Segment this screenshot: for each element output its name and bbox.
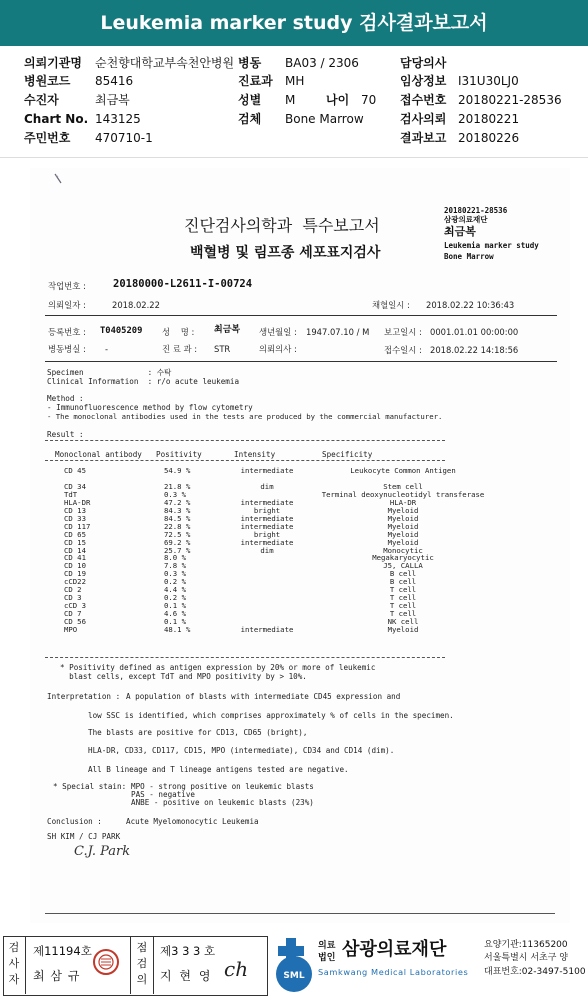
- cell-intensity: [226, 578, 308, 586]
- cell-specificity: Myeloid: [387, 537, 419, 547]
- dept-label: 진 료 과 :: [162, 344, 198, 354]
- cell-intensity: intermediate: [240, 521, 294, 531]
- footnote-line-1: * Positivity defined as antigen expression by 20% or more of leukemic: [60, 663, 376, 672]
- label-accession: 접수번호: [400, 93, 447, 107]
- ward-label: 병동병실 :: [48, 344, 86, 354]
- table-row: [64, 626, 498, 634]
- corner-test-name: Leukemia marker study: [444, 241, 539, 250]
- table-row: [64, 594, 498, 602]
- tester-label-char-2: 사: [8, 957, 20, 970]
- label-specimen: 검체: [238, 112, 262, 126]
- cell-positivity: 4.4 %: [164, 585, 186, 595]
- col-header-antibody: Monoclonal antibody: [55, 450, 142, 459]
- cell-positivity: 69.2 %: [164, 537, 191, 547]
- col-header-intensity: Intensity: [234, 450, 276, 459]
- org-address: 서울특별시 서초구 양: [484, 953, 568, 963]
- report-datetime: 0001.01.01 00:00:00: [430, 327, 519, 337]
- value-report-date: 20180226: [458, 131, 520, 145]
- cell-antibody: CD 10: [64, 561, 86, 571]
- tester-label-char-1: 검: [8, 941, 20, 954]
- cell-intensity: [226, 554, 308, 562]
- value-age: 70: [361, 93, 377, 107]
- value-institution: 순천향대학교부속천안병원: [95, 56, 235, 70]
- logo-prefix-1: 의료: [318, 941, 336, 951]
- result-rule-top: [45, 440, 445, 441]
- cell-specificity: Leukocyte Common Antigen: [350, 466, 456, 475]
- footnote-line-2: blast cells, except TdT and MPO positivity by > 10%.: [60, 672, 307, 681]
- result-rule-header: [45, 460, 445, 461]
- table-row: [64, 586, 498, 594]
- label-institution: 의뢰기관명: [24, 56, 82, 70]
- cell-antibody: HLA-DR: [64, 497, 91, 507]
- corner-accession: 20180221-28536: [444, 206, 508, 215]
- cell-positivity: 21.8 %: [164, 481, 191, 491]
- interpretation-line-3: The blasts are positive for CD13, CD65 (bright),: [88, 728, 308, 737]
- footer: [0, 934, 588, 1000]
- label-clinical-info: 임상정보: [400, 74, 447, 88]
- tester-name: 최 삼 규: [33, 969, 81, 983]
- cell-positivity: 84.5 %: [164, 513, 191, 523]
- label-ward: 병동: [238, 56, 262, 70]
- table-row: [64, 467, 498, 475]
- cell-intensity: [226, 610, 308, 618]
- col-header-specificity: Specificity: [322, 450, 373, 459]
- label-patient: 수진자: [24, 93, 59, 107]
- tester-label-char-3: 자: [8, 973, 20, 986]
- cell-positivity: 0.1 %: [164, 617, 186, 627]
- cell-antibody: CD 34: [64, 481, 86, 491]
- recv-datetime: 2018.02.22 14:18:56: [430, 345, 519, 355]
- cell-specificity: Megakaryocytic: [372, 553, 434, 563]
- cell-antibody: cCD 3: [64, 601, 86, 611]
- cell-positivity: 0.2 %: [164, 577, 186, 587]
- cell-specificity: B cell: [389, 577, 417, 587]
- checker-name: 지 현 영: [160, 969, 213, 983]
- ward-value: -: [105, 344, 109, 354]
- cell-antibody: CD 2: [64, 585, 82, 595]
- report-date-label: 보고일시 :: [384, 327, 422, 337]
- cell-positivity: 0.3 %: [164, 489, 186, 499]
- cell-intensity: bright: [253, 529, 281, 539]
- report-header-title: Leukemia marker study 검사결과보고서: [0, 0, 588, 46]
- table-row: [64, 475, 498, 483]
- sml-logo-icon: [270, 936, 318, 994]
- rule-2: [45, 361, 557, 362]
- signature: C.J. Park: [74, 844, 131, 859]
- cell-intensity: intermediate: [240, 513, 294, 523]
- label-doctor: 담당의사: [400, 56, 447, 70]
- cell-intensity: intermediate: [240, 466, 294, 475]
- marker-table: [64, 467, 498, 634]
- cell-antibody: CD 15: [64, 537, 86, 547]
- req-date: 2018.02.22: [112, 300, 160, 310]
- interpretation-line-2: low SSC is identified, which comprises approximately % of cells in the specimen.: [88, 711, 454, 720]
- label-department: 진료과: [238, 74, 273, 88]
- cell-specificity: Monocytic: [383, 545, 423, 555]
- table-row: [64, 554, 498, 562]
- logo-prefix-2: 법인: [318, 953, 336, 963]
- value-accession: 20180221-28536: [458, 93, 562, 107]
- cell-specificity: Myeloid: [387, 513, 419, 523]
- reg-label: 등록번호 :: [48, 327, 86, 337]
- cell-positivity: 84.3 %: [164, 505, 191, 515]
- name-label: 성 명 :: [162, 327, 195, 337]
- cell-positivity: 0.1 %: [164, 601, 186, 611]
- dob-label: 생년월일 :: [259, 327, 297, 337]
- dept-value: STR: [214, 344, 231, 354]
- cell-positivity: 25.7 %: [164, 545, 191, 555]
- clinical-info-line: Clinical Information : r/o acute leukemia: [47, 377, 240, 386]
- value-department: MH: [285, 74, 305, 88]
- cell-positivity: 54.9 %: [164, 466, 191, 475]
- cell-specificity: Terminal deoxynucleotidyl transferase: [321, 489, 485, 499]
- cell-antibody: CD 41: [64, 553, 86, 563]
- sml-logo-text: SML: [283, 971, 305, 981]
- cell-intensity: [226, 586, 308, 594]
- label-sex: 성별: [238, 93, 262, 107]
- result-rule-bottom: [45, 657, 445, 658]
- cell-intensity: [226, 570, 308, 578]
- cell-intensity: bright: [253, 505, 281, 515]
- req-date-label: 의뢰일자 :: [48, 300, 86, 310]
- checker-label-char-2: 검: [136, 957, 148, 970]
- cell-antibody: CD 3: [64, 593, 82, 603]
- cell-antibody: MPO: [64, 625, 78, 635]
- org-code: 요양기관:11365200: [484, 940, 568, 950]
- cell-specificity: Myeloid: [387, 521, 419, 531]
- cell-antibody: CD 56: [64, 617, 86, 627]
- result-heading: Result :: [47, 430, 84, 439]
- reg-no: T0405209: [100, 326, 143, 336]
- corner-patient-name: 최금복: [444, 225, 476, 238]
- cell-specificity: Stem cell: [383, 481, 423, 491]
- cell-antibody: CD 33: [64, 513, 86, 523]
- cell-specificity: Myeloid: [387, 529, 419, 539]
- cell-positivity: 8.0 %: [164, 553, 186, 563]
- cell-positivity: 48.1 %: [164, 625, 191, 635]
- checker-signature: ch: [224, 957, 249, 981]
- cell-specificity: HLA-DR: [389, 497, 417, 507]
- cell-intensity: [226, 602, 308, 610]
- cell-positivity: 7.8 %: [164, 561, 186, 571]
- recv-label: 접수일시 :: [384, 345, 422, 355]
- table-row: [64, 578, 498, 586]
- cell-antibody: CD 117: [64, 521, 91, 531]
- tester-license-no: 제11194호: [33, 944, 92, 958]
- table-row: [64, 499, 498, 507]
- label-resident-no: 주민번호: [24, 131, 71, 145]
- checker-label-cell: [130, 936, 154, 994]
- rule-1: [45, 315, 557, 316]
- collect-date-label: 채혈일시 :: [372, 300, 410, 310]
- label-chart-no: Chart No.: [24, 112, 89, 126]
- tester-seal-icon: [92, 948, 120, 976]
- cell-intensity: intermediate: [240, 625, 294, 635]
- value-specimen: Bone Marrow: [285, 112, 364, 126]
- cell-specificity: T cell: [389, 601, 417, 611]
- cell-antibody: TdT: [64, 489, 78, 499]
- work-no: 20180000-L2611-I-00724: [113, 278, 253, 290]
- cell-antibody: CD 13: [64, 505, 86, 515]
- conclusion-label: Conclusion :: [47, 817, 102, 826]
- value-clinical-info: I31U30LJ0: [458, 74, 519, 88]
- cell-specificity: NK cell: [387, 617, 419, 627]
- special-stain-line-3: ANBE - positive on leukemic blasts (23%): [131, 798, 314, 807]
- cell-specificity: Myeloid: [387, 505, 419, 515]
- cell-positivity: 22.8 %: [164, 521, 191, 531]
- cell-antibody: cCD22: [64, 577, 86, 587]
- cell-positivity: 72.5 %: [164, 529, 191, 539]
- report-title: 진단검사의학과 특수보고서: [184, 216, 380, 235]
- interpretation-line-1: A population of blasts with intermediate CD45 expression and: [126, 692, 401, 701]
- col-header-positivity: Positivity: [156, 450, 202, 459]
- dob: 1947.07.10 / M: [306, 327, 370, 337]
- special-stain-label: * Special stain:: [53, 782, 127, 791]
- interpretation-line-4: HLA-DR, CD33, CD117, CD15, MPO (intermediate), CD34 and CD14 (dim).: [88, 746, 395, 755]
- value-sex: M: [285, 93, 296, 107]
- tester-label-cell: [3, 936, 26, 994]
- cell-positivity: 0.2 %: [164, 593, 186, 603]
- value-request-date: 20180221: [458, 112, 520, 126]
- value-hospital-code: 85416: [95, 74, 134, 88]
- method-line-2: - The monoclonal antibodies used in the tests are produced by the commercial manufacturer.: [47, 412, 443, 421]
- value-resident-no: 470710-1: [95, 131, 153, 145]
- value-ward: BA03 / 2306: [285, 56, 359, 70]
- label-age: 나이: [326, 93, 350, 107]
- divider: [0, 157, 588, 158]
- cell-antibody: CD 45: [64, 466, 86, 475]
- cell-antibody: CD 7: [64, 609, 82, 619]
- corner-specimen: Bone Marrow: [444, 252, 494, 261]
- doctor-label: 의뢰의사 :: [259, 344, 297, 354]
- method-line-1: - Immunofluorescence method by flow cytometry: [47, 403, 253, 412]
- cell-positivity: 47.2 %: [164, 497, 191, 507]
- label-request-date: 검사의뢰: [400, 112, 447, 126]
- table-row: [64, 610, 498, 618]
- cell-intensity: dim: [260, 481, 274, 491]
- table-row: [64, 523, 498, 531]
- table-row: [64, 539, 498, 547]
- label-report-date: 결과보고: [400, 131, 447, 145]
- conclusion-text: Acute Myelomonocytic Leukemia: [126, 817, 259, 826]
- table-row: [64, 602, 498, 610]
- report-bottom-rule: [45, 913, 555, 914]
- cell-antibody: CD 65: [64, 529, 86, 539]
- logo-org-name: 삼광의료재단: [342, 939, 447, 960]
- patient-name: 최금복: [214, 325, 241, 335]
- cell-antibody: CD 19: [64, 569, 86, 579]
- cell-intensity: intermediate: [240, 537, 294, 547]
- collect-date: 2018.02.22 10:36:43: [426, 300, 515, 310]
- cell-specificity: B cell: [389, 569, 417, 579]
- cell-intensity: intermediate: [240, 497, 294, 507]
- cell-positivity: 0.3 %: [164, 569, 186, 579]
- checker-label-char-3: 의: [136, 973, 148, 986]
- method-heading: Method :: [47, 394, 84, 403]
- interpretation-label: Interpretation :: [47, 692, 121, 701]
- scan-mark: [54, 172, 64, 186]
- report-subtitle: 백혈병 및 림프종 세포표지검사: [190, 245, 381, 261]
- specimen-line: Specimen : 수탁: [47, 368, 172, 377]
- interpretation-line-5: All B lineage and T lineage antigens tested are negative.: [88, 765, 349, 774]
- checker-license-no: 제3 3 3 호: [160, 944, 216, 958]
- signers: SH KIM / CJ PARK: [47, 832, 121, 841]
- special-stain-line-2: PAS - negative: [131, 790, 196, 799]
- cell-intensity: [226, 594, 308, 602]
- label-hospital-code: 병원코드: [24, 74, 71, 88]
- cell-specificity: J5, CALLA: [383, 561, 423, 571]
- special-stain-line-1: MPO - strong positive on leukemic blasts: [131, 782, 314, 791]
- cell-specificity: T cell: [389, 593, 417, 603]
- cell-intensity: dim: [260, 545, 274, 555]
- corner-org: 삼광의료재단: [444, 215, 488, 224]
- value-chart-no: 143125: [95, 112, 141, 126]
- cell-specificity: T cell: [389, 585, 417, 595]
- work-no-label: 작업번호 :: [48, 281, 86, 291]
- table-row: [64, 570, 498, 578]
- logo-org-english: Samkwang Medical Laboratories: [318, 967, 469, 977]
- cell-specificity: Myeloid: [387, 625, 419, 635]
- cell-positivity: 4.6 %: [164, 609, 186, 619]
- table-row: [64, 562, 498, 570]
- checker-label-char-1: 점: [136, 941, 148, 954]
- org-phone: 대표번호:02-3497-5100: [484, 967, 586, 977]
- value-patient: 최금복: [95, 93, 130, 107]
- cell-specificity: T cell: [389, 609, 417, 619]
- cell-intensity: [226, 562, 308, 570]
- scanned-report: [30, 168, 570, 923]
- cell-antibody: CD 14: [64, 545, 86, 555]
